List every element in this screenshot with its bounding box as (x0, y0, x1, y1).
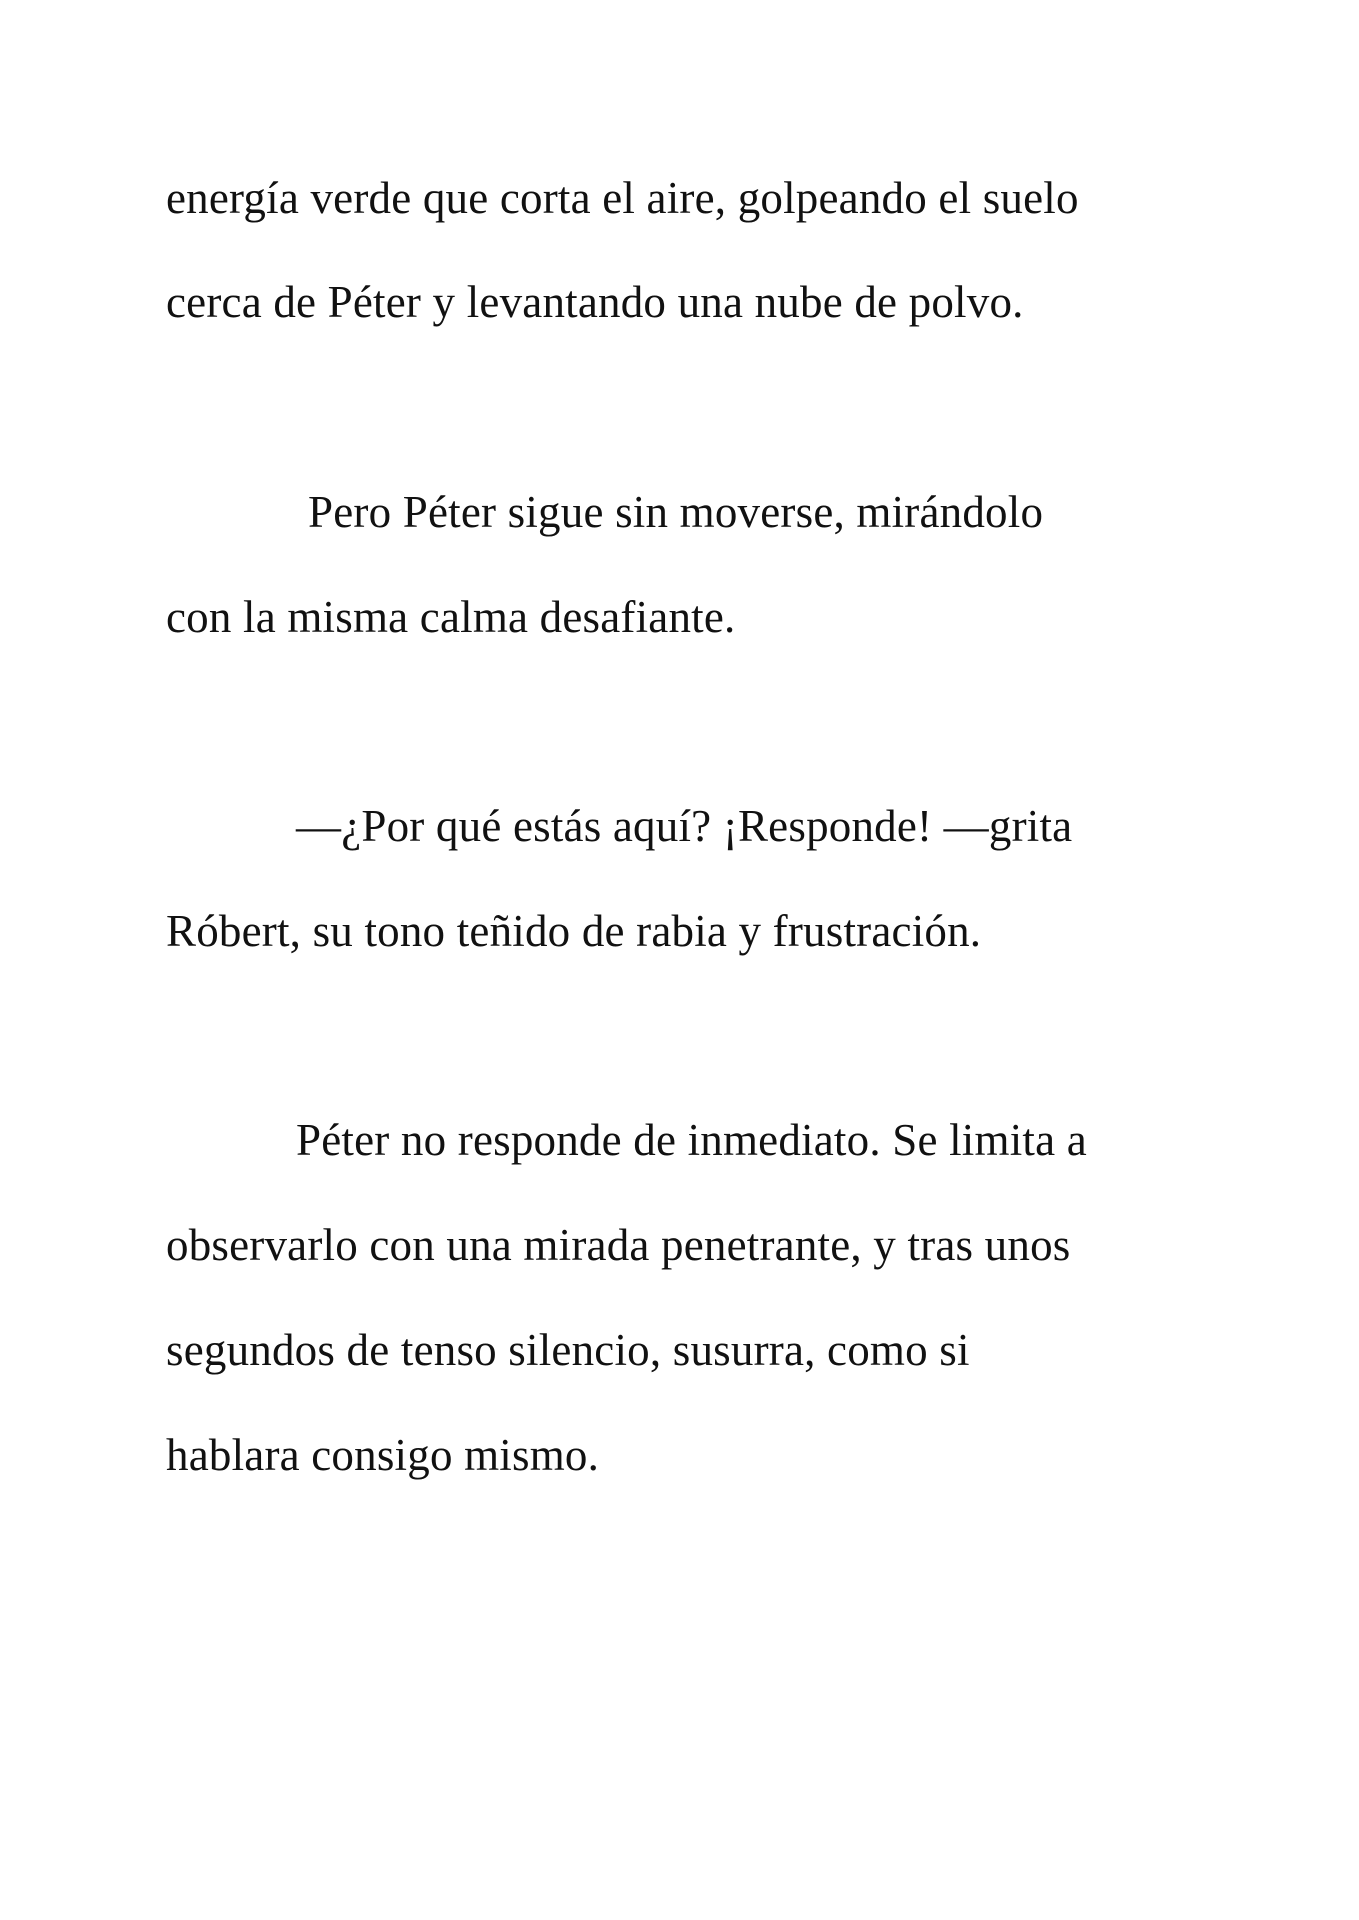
paragraph-3-line-1: —¿Por qué estás aquí? ¡Responde! —grita (296, 801, 1073, 851)
paragraph-4-line-3: segundos de tenso silencio, susurra, como si (166, 1325, 970, 1375)
paragraph-2-line-2: con la misma calma desafiante. (166, 592, 736, 642)
paragraph-4-line-4: hablara consigo mismo. (166, 1430, 600, 1480)
paragraph-1-line-2: cerca de Péter y levantando una nube de polvo. (166, 277, 1024, 327)
paragraph-2-line-1: Pero Péter sigue sin moverse, mirándolo (308, 487, 1044, 537)
paragraph-4-line-1: Péter no responde de inmediato. Se limita a (296, 1115, 1087, 1165)
paragraph-3-line-2: Róbert, su tono teñido de rabia y frustración. (166, 906, 982, 956)
paragraph-1-line-1: energía verde que corta el aire, golpeando el suelo (166, 173, 1079, 223)
paragraph-4-line-2: observarlo con una mirada penetrante, y tras unos (166, 1220, 1071, 1270)
